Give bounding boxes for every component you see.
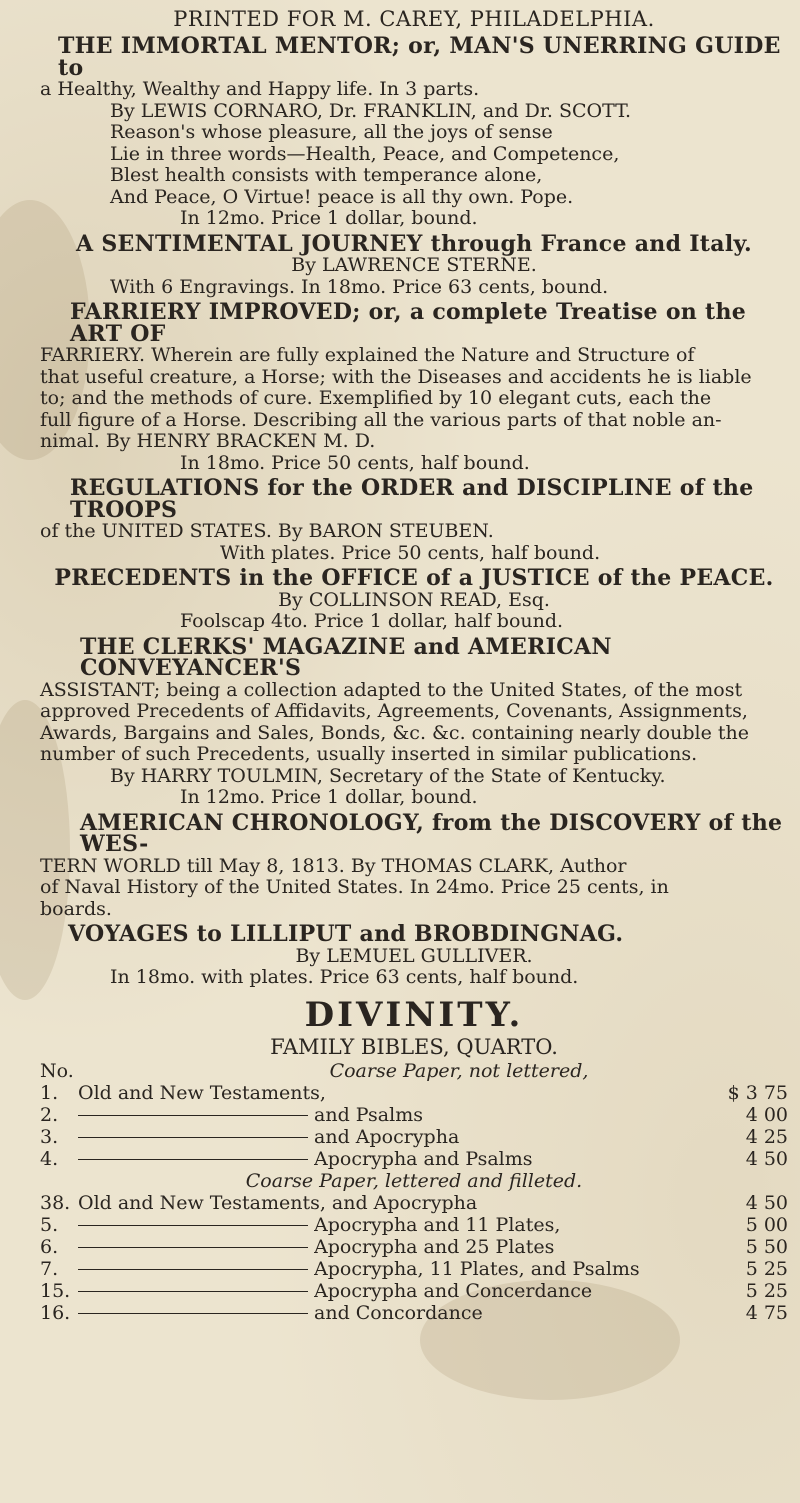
entry-author: By LEMUEL GULLIVER. (295, 944, 533, 967)
entry-line: that useful creature, a Horse; with the Diseases and accidents he is liable (40, 365, 752, 388)
price-list-header (40, 1060, 788, 1082)
entry-title: FARRIERY IMPROVED; or, a complete Treatise on the ART OF (70, 299, 747, 347)
item-number: 4. (40, 1147, 59, 1170)
book-entry-precedents (40, 565, 788, 633)
entry-line: ASSISTANT; being a collection adapted to the United States, of the most (40, 678, 743, 701)
price-row (40, 1214, 788, 1236)
entry-price: In 18mo. with plates. Price 63 cents, half bound. (110, 966, 579, 988)
item-description: Apocrypha and 11 Plates, (314, 1213, 561, 1236)
text-column (40, 6, 788, 1324)
entry-price: In 12mo. Price 1 dollar, bound. (180, 786, 478, 808)
entry-price: With plates. Price 50 cents, half bound. (220, 541, 601, 564)
section-subtitle: FAMILY BIBLES, QUARTO. (270, 1034, 558, 1059)
item-description: and Apocrypha (314, 1125, 460, 1148)
price-row (40, 1192, 788, 1214)
item-number: 3. (40, 1125, 59, 1148)
ditto-rule (78, 1104, 308, 1116)
entry-line: FARRIERY. Wherein are fully explained the Nature and Structure of (40, 344, 695, 366)
item-description: Old and New Testaments, and Apocrypha (78, 1191, 478, 1214)
entry-title: THE IMMORTAL MENTOR; or, MAN'S UNERRING GUIDE to (58, 33, 781, 81)
entry-price: In 12mo. Price 1 dollar, bound. (180, 207, 478, 229)
entry-author: nimal. By HENRY BRACKEN M. D. (40, 430, 376, 452)
item-price: 5 50 (745, 1235, 788, 1258)
price-row (40, 1302, 788, 1324)
entry-title: VOYAGES to LILLIPUT and BROBDINGNAG. (68, 921, 624, 947)
entry-line: a Healthy, Wealthy and Happy life. In 3 parts. (40, 78, 480, 100)
ditto-rule (78, 1126, 308, 1138)
price-list-group-2 (40, 1192, 788, 1324)
entry-author: By COLLINSON READ, Esq. (278, 588, 550, 611)
entry-price: Foolscap 4to. Price 1 dollar, half bound. (180, 610, 564, 632)
book-entry-clerks-magazine (40, 633, 788, 809)
price-row (40, 1236, 788, 1258)
ditto-rule (78, 1280, 308, 1292)
book-entry-sentimental-journey (40, 230, 788, 299)
item-description: and Psalms (314, 1103, 423, 1126)
entry-line: approved Precedents of Affidavits, Agreements, Covenants, Assignments, (40, 700, 748, 722)
price-row (40, 1280, 788, 1302)
price-row (40, 1148, 788, 1170)
item-description: Apocrypha and Concerdance (314, 1279, 593, 1302)
price-row (40, 1126, 788, 1148)
item-description: Old and New Testaments, (78, 1081, 326, 1104)
entry-title: A SENTIMENTAL JOURNEY through France and Italy. (76, 230, 752, 257)
item-price: 5 00 (745, 1213, 788, 1236)
item-price: 4 25 (745, 1125, 788, 1148)
entry-title: REGULATIONS for the ORDER and DISCIPLINE of the TROOPS (70, 475, 754, 523)
item-price: 5 25 (745, 1257, 788, 1280)
entry-author: By LEWIS CORNARO, Dr. FRANKLIN, and Dr. SCOTT. (110, 99, 632, 122)
book-entry-regulations (40, 475, 788, 564)
item-number: 38. (40, 1191, 71, 1214)
item-price: 4 00 (745, 1103, 788, 1126)
entry-author: of the UNITED STATES. By BARON STEUBEN. (40, 520, 494, 542)
ditto-rule (78, 1302, 308, 1314)
paper-note: Coarse Paper, not lettered, (329, 1059, 589, 1082)
price-list-group-1 (40, 1082, 788, 1170)
number-column-label: No. (40, 1059, 74, 1082)
item-number: 6. (40, 1235, 59, 1258)
item-price: 4 50 (745, 1191, 788, 1214)
book-entry-american-chronology (40, 809, 788, 921)
section-title: DIVINITY. (304, 994, 524, 1035)
ditto-rule (78, 1214, 308, 1226)
item-price: $ 3 75 (727, 1081, 788, 1104)
entry-price: In 18mo. Price 50 cents, half bound. (180, 451, 530, 474)
ditto-rule (78, 1236, 308, 1248)
entry-title: THE CLERKS' MAGAZINE and AMERICAN CONVEYANCER'S (80, 633, 612, 681)
book-entry-voyages (40, 921, 788, 989)
price-row (40, 1104, 788, 1126)
entry-verse: Blest health consists with temperance alone, (110, 164, 543, 186)
entry-line: of Naval History of the United States. In 24mo. Price 25 cents, in (40, 876, 669, 898)
price-row (40, 1082, 788, 1104)
entry-verse: And Peace, O Virtue! peace is all thy own. Pope. (110, 185, 574, 208)
item-description: Apocrypha and 25 Plates (314, 1235, 555, 1258)
book-entry-farriery (40, 299, 788, 474)
ditto-rule (78, 1258, 308, 1270)
item-number: 1. (40, 1081, 59, 1104)
book-entry-immortal-mentor (40, 33, 788, 230)
ditto-rule (78, 1148, 308, 1160)
item-description: Apocrypha and Psalms (314, 1147, 533, 1170)
entry-price: With 6 Engravings. In 18mo. Price 63 cents, bound. (110, 275, 609, 298)
entry-line: boards. (40, 897, 112, 920)
item-price: 5 25 (745, 1279, 788, 1302)
item-price: 4 75 (745, 1301, 788, 1324)
entry-line: full figure of a Horse. Describing all the various parts of that noble an- (40, 408, 722, 431)
item-number: 2. (40, 1103, 59, 1126)
entry-verse: Reason's whose pleasure, all the joys of sense (110, 121, 553, 143)
item-number: 16. (40, 1301, 71, 1324)
entry-line: TERN WORLD till May 8, 1813. By THOMAS CLARK, Author (40, 854, 627, 877)
page-header: PRINTED FOR M. CAREY, PHILADELPHIA. (173, 7, 655, 31)
item-description: Apocrypha, 11 Plates, and Psalms (314, 1257, 640, 1280)
entry-line: number of such Precedents, usually inserted in similar publications. (40, 743, 698, 765)
item-number: 5. (40, 1213, 59, 1236)
item-price: 4 50 (745, 1147, 788, 1170)
entry-author: By LAWRENCE STERNE. (291, 254, 537, 276)
entry-line: Awards, Bargains and Sales, Bonds, &c. &c. containing nearly double the (40, 721, 749, 744)
price-row (40, 1258, 788, 1280)
entry-title: PRECEDENTS in the OFFICE of a JUSTICE of the PEACE. (54, 565, 774, 591)
item-number: 15. (40, 1279, 71, 1302)
item-description: and Concordance (314, 1301, 483, 1324)
entry-title: AMERICAN CHRONOLOGY, from the DISCOVERY of the WES- (80, 809, 783, 857)
paper-note: Coarse Paper, lettered and filleted. (245, 1169, 583, 1192)
entry-line: to; and the methods of cure. Exemplified by 10 elegant cuts, each the (40, 387, 712, 409)
item-number: 7. (40, 1257, 59, 1280)
entry-author: By HARRY TOULMIN, Secretary of the State of Kentucky. (110, 764, 666, 787)
entry-verse: Lie in three words—Health, Peace, and Competence, (110, 142, 620, 165)
